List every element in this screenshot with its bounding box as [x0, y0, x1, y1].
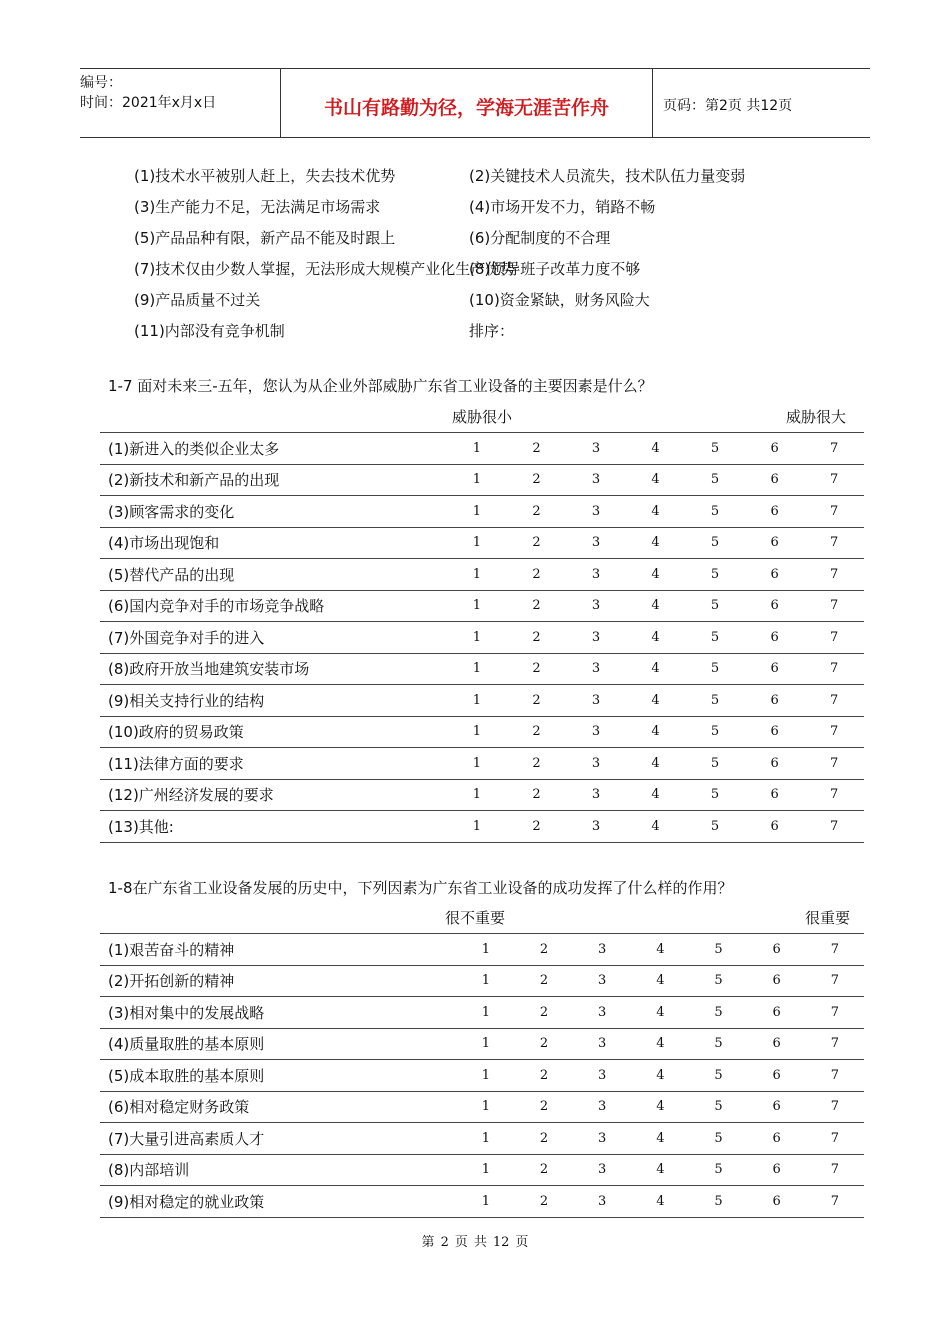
rating-option-7[interactable]: 7: [804, 811, 864, 843]
rating-option-2[interactable]: 2: [507, 811, 567, 843]
rating-option-2[interactable]: 2: [507, 433, 567, 465]
rating-option-4[interactable]: 4: [626, 433, 686, 465]
rating-option-1[interactable]: 1: [457, 934, 515, 966]
rating-item-label: (9)相对稳定的就业政策: [100, 1186, 457, 1218]
reason-row: [134, 222, 834, 253]
rating-option-5[interactable]: 5: [689, 1186, 747, 1218]
rating-option-7[interactable]: 7: [804, 685, 864, 717]
rating-row: [100, 1186, 864, 1218]
rating-option-4[interactable]: 4: [631, 1060, 689, 1092]
rating-item-label: (10)政府的贸易政策: [100, 716, 447, 748]
reason-item-right: (2)关键技术人员流失，技术队伍力量变弱: [469, 167, 746, 185]
rating-option-7[interactable]: 7: [804, 779, 864, 811]
rating-option-3[interactable]: 3: [566, 559, 626, 591]
rating-item-label: (1)艰苦奋斗的精神: [100, 934, 457, 966]
doc-number-label: 编号：: [80, 75, 122, 91]
rating-option-5[interactable]: 5: [685, 590, 745, 622]
rating-option-3[interactable]: 3: [573, 1060, 631, 1092]
rating-row: [100, 1154, 864, 1186]
rating-option-1[interactable]: 1: [457, 965, 515, 997]
question-1-7-table: [100, 432, 864, 843]
rating-row: [100, 527, 864, 559]
page-header: [80, 68, 870, 138]
reason-item-right: (10)资金紧缺，财务风险大: [469, 291, 650, 309]
rating-option-4[interactable]: 4: [626, 653, 686, 685]
rating-option-6[interactable]: 6: [745, 433, 805, 465]
rating-option-6[interactable]: 6: [745, 811, 805, 843]
rating-item-label: (8)政府开放当地建筑安装市场: [100, 653, 447, 685]
rating-option-3[interactable]: 3: [573, 1123, 631, 1155]
reason-item-left: (9)产品质量不过关: [134, 291, 261, 309]
question-1-7-scale-low: 威胁很小: [452, 408, 513, 426]
rating-option-2[interactable]: 2: [507, 527, 567, 559]
rating-option-3[interactable]: 3: [566, 527, 626, 559]
rating-option-6[interactable]: 6: [745, 496, 805, 528]
rating-option-5[interactable]: 5: [685, 653, 745, 685]
rating-option-1[interactable]: 1: [447, 779, 507, 811]
rating-option-3[interactable]: 3: [566, 779, 626, 811]
question-1-7-title: 1-7 面对未来三-五年，您认为从企业外部威胁广东省工业设备的主要因素是什么？: [108, 377, 653, 395]
rating-option-7[interactable]: 7: [806, 934, 864, 966]
rating-option-2[interactable]: 2: [515, 1154, 573, 1186]
rating-option-7[interactable]: 7: [806, 1186, 864, 1218]
rating-item-label: (2)开拓创新的精神: [100, 965, 457, 997]
rating-option-7[interactable]: 7: [804, 527, 864, 559]
rating-option-4[interactable]: 4: [626, 496, 686, 528]
rating-row: [100, 496, 864, 528]
rating-option-1[interactable]: 1: [447, 464, 507, 496]
rating-option-4[interactable]: 4: [631, 1154, 689, 1186]
rating-option-2[interactable]: 2: [515, 1091, 573, 1123]
rating-option-4[interactable]: 4: [631, 997, 689, 1029]
rating-option-5[interactable]: 5: [685, 464, 745, 496]
rating-option-1[interactable]: 1: [447, 590, 507, 622]
rating-option-5[interactable]: 5: [685, 716, 745, 748]
rating-option-6[interactable]: 6: [745, 748, 805, 780]
rating-option-7[interactable]: 7: [806, 1028, 864, 1060]
rating-option-2[interactable]: 2: [507, 590, 567, 622]
rating-option-1[interactable]: 1: [447, 527, 507, 559]
rating-row: [100, 433, 864, 465]
rating-option-1[interactable]: 1: [457, 1028, 515, 1060]
reason-item-left: (3)生产能力不足，无法满足市场需求: [134, 198, 381, 216]
rating-item-label: (4)市场出现饱和: [100, 527, 447, 559]
rating-option-1[interactable]: 1: [447, 653, 507, 685]
rating-option-1[interactable]: 1: [447, 685, 507, 717]
rating-option-2[interactable]: 2: [507, 622, 567, 654]
rating-item-label: (7)大量引进高素质人才: [100, 1123, 457, 1155]
rating-row: [100, 716, 864, 748]
rating-option-6[interactable]: 6: [748, 1028, 806, 1060]
rating-option-1[interactable]: 1: [457, 1123, 515, 1155]
rating-item-label: (5)替代产品的出现: [100, 559, 447, 591]
rating-row: [100, 997, 864, 1029]
question-1-8-scale-low: 很不重要: [445, 909, 506, 927]
rating-option-4[interactable]: 4: [626, 748, 686, 780]
rating-item-label: (1)新进入的类似企业太多: [100, 433, 447, 465]
rating-option-2[interactable]: 2: [507, 496, 567, 528]
rating-option-5[interactable]: 5: [689, 965, 747, 997]
rating-item-label: (6)国内竞争对手的市场竞争战略: [100, 590, 447, 622]
rating-option-3[interactable]: 3: [566, 433, 626, 465]
rating-option-1[interactable]: 1: [457, 997, 515, 1029]
rating-option-6[interactable]: 6: [748, 1123, 806, 1155]
rating-option-3[interactable]: 3: [566, 464, 626, 496]
rating-option-6[interactable]: 6: [748, 1154, 806, 1186]
reason-item-right: (4)市场开发不力，销路不畅: [469, 198, 656, 216]
rating-option-7[interactable]: 7: [804, 559, 864, 591]
reason-item-right: (8)领导班子改革力度不够: [469, 260, 641, 278]
rating-option-4[interactable]: 4: [631, 1123, 689, 1155]
reason-row: [134, 191, 834, 222]
rating-option-4[interactable]: 4: [626, 716, 686, 748]
rating-option-2[interactable]: 2: [515, 997, 573, 1029]
rating-option-4[interactable]: 4: [626, 811, 686, 843]
header-page-info: 页码：第2页 共12页: [663, 98, 793, 114]
rating-row: [100, 1028, 864, 1060]
rating-option-6[interactable]: 6: [745, 779, 805, 811]
rating-item-label: (5)成本取胜的基本原则: [100, 1060, 457, 1092]
rating-item-label: (3)相对集中的发展战略: [100, 997, 457, 1029]
header-motto: 书山有路勤为径，学海无涯苦作舟: [281, 69, 653, 137]
footer-ye-2: 页: [515, 1235, 529, 1250]
rating-option-6[interactable]: 6: [745, 559, 805, 591]
rating-option-3[interactable]: 3: [573, 1028, 631, 1060]
rating-option-4[interactable]: 4: [631, 1186, 689, 1218]
rating-row: [100, 464, 864, 496]
reason-item-right: (6)分配制度的不合理: [469, 229, 611, 247]
rating-option-4[interactable]: 4: [626, 559, 686, 591]
rating-option-3[interactable]: 3: [566, 685, 626, 717]
rating-item-label: (9)相关支持行业的结构: [100, 685, 447, 717]
reason-row: [134, 160, 834, 191]
rating-option-5[interactable]: 5: [689, 1123, 747, 1155]
rating-option-3[interactable]: 3: [573, 997, 631, 1029]
rating-option-2[interactable]: 2: [507, 748, 567, 780]
rating-row: [100, 590, 864, 622]
rating-option-1[interactable]: 1: [447, 496, 507, 528]
rating-option-5[interactable]: 5: [685, 811, 745, 843]
rating-option-5[interactable]: 5: [685, 496, 745, 528]
rating-option-2[interactable]: 2: [515, 1028, 573, 1060]
rating-option-2[interactable]: 2: [515, 1186, 573, 1218]
rating-item-label: (4)质量取胜的基本原则: [100, 1028, 457, 1060]
rating-item-label: (6)相对稳定财务政策: [100, 1091, 457, 1123]
header-meta: [80, 69, 281, 137]
rating-option-7[interactable]: 7: [806, 965, 864, 997]
question-1-8-title: 1-8在广东省工业设备发展的历史中，下列因素为广东省工业设备的成功发挥了什么样的作用？: [108, 879, 733, 897]
rating-option-7[interactable]: 7: [806, 1123, 864, 1155]
rating-item-label: (3)顾客需求的变化: [100, 496, 447, 528]
rating-option-3[interactable]: 3: [566, 590, 626, 622]
rating-option-3[interactable]: 3: [566, 811, 626, 843]
doc-date: 时间：2021年x月x日: [80, 95, 217, 111]
rating-option-2[interactable]: 2: [507, 559, 567, 591]
footer-di: 第: [421, 1235, 435, 1250]
rating-option-6[interactable]: 6: [745, 464, 805, 496]
rating-option-7[interactable]: 7: [804, 622, 864, 654]
rating-row: [100, 1123, 864, 1155]
rating-option-1[interactable]: 1: [447, 622, 507, 654]
rating-option-3[interactable]: 3: [573, 1154, 631, 1186]
rating-row: [100, 934, 864, 966]
rating-option-6[interactable]: 6: [748, 965, 806, 997]
rating-option-4[interactable]: 4: [626, 622, 686, 654]
rating-option-2[interactable]: 2: [507, 716, 567, 748]
rating-option-3[interactable]: 3: [573, 934, 631, 966]
reason-row: [134, 315, 834, 346]
footer-ye: 页: [454, 1235, 468, 1250]
rating-item-label: (12)广州经济发展的要求: [100, 779, 447, 811]
rating-option-1[interactable]: 1: [457, 1186, 515, 1218]
rating-option-5[interactable]: 5: [685, 559, 745, 591]
rating-option-6[interactable]: 6: [745, 527, 805, 559]
rating-option-5[interactable]: 5: [685, 527, 745, 559]
question-1-8-table: [100, 933, 864, 1218]
rating-option-7[interactable]: 7: [804, 716, 864, 748]
rating-option-6[interactable]: 6: [745, 590, 805, 622]
rating-option-5[interactable]: 5: [689, 997, 747, 1029]
reason-item-left: (5)产品品种有限，新产品不能及时跟上: [134, 229, 396, 247]
reason-item-right: 排序：: [469, 322, 515, 340]
rating-option-6[interactable]: 6: [745, 716, 805, 748]
rating-row: [100, 1091, 864, 1123]
rating-option-5[interactable]: 5: [689, 1154, 747, 1186]
rating-option-3[interactable]: 3: [566, 748, 626, 780]
rating-option-3[interactable]: 3: [573, 1091, 631, 1123]
rating-option-7[interactable]: 7: [804, 496, 864, 528]
rating-option-2[interactable]: 2: [507, 779, 567, 811]
rating-option-4[interactable]: 4: [626, 527, 686, 559]
rating-option-2[interactable]: 2: [507, 653, 567, 685]
rating-option-3[interactable]: 3: [566, 716, 626, 748]
rating-option-3[interactable]: 3: [573, 1186, 631, 1218]
rating-option-2[interactable]: 2: [515, 934, 573, 966]
rating-option-3[interactable]: 3: [573, 965, 631, 997]
reason-list: [134, 160, 834, 346]
rating-row: [100, 779, 864, 811]
rating-option-5[interactable]: 5: [685, 622, 745, 654]
question-1-8-scale-high: 很重要: [805, 909, 851, 927]
rating-option-5[interactable]: 5: [685, 779, 745, 811]
rating-option-7[interactable]: 7: [806, 1060, 864, 1092]
rating-option-6[interactable]: 6: [748, 1186, 806, 1218]
rating-option-1[interactable]: 1: [447, 811, 507, 843]
rating-option-5[interactable]: 5: [685, 685, 745, 717]
rating-row: [100, 653, 864, 685]
reason-row: [134, 284, 834, 315]
rating-option-4[interactable]: 4: [631, 934, 689, 966]
rating-option-7[interactable]: 7: [806, 1154, 864, 1186]
rating-option-2[interactable]: 2: [515, 1060, 573, 1092]
rating-row: [100, 811, 864, 843]
rating-option-2[interactable]: 2: [507, 685, 567, 717]
rating-row: [100, 559, 864, 591]
reason-item-left: (1)技术水平被别人赶上，失去技术优势: [134, 167, 396, 185]
rating-option-7[interactable]: 7: [806, 997, 864, 1029]
rating-row: [100, 685, 864, 717]
rating-option-6[interactable]: 6: [748, 1091, 806, 1123]
rating-option-4[interactable]: 4: [626, 685, 686, 717]
rating-option-5[interactable]: 5: [689, 1091, 747, 1123]
rating-option-2[interactable]: 2: [507, 464, 567, 496]
rating-option-4[interactable]: 4: [631, 965, 689, 997]
rating-option-7[interactable]: 7: [804, 653, 864, 685]
rating-option-6[interactable]: 6: [745, 622, 805, 654]
rating-option-7[interactable]: 7: [804, 433, 864, 465]
reason-row: [134, 253, 834, 284]
rating-option-5[interactable]: 5: [685, 748, 745, 780]
rating-item-label: (2)新技术和新产品的出现: [100, 464, 447, 496]
rating-option-1[interactable]: 1: [447, 559, 507, 591]
rating-option-7[interactable]: 7: [804, 590, 864, 622]
rating-option-6[interactable]: 6: [745, 653, 805, 685]
rating-row: [100, 622, 864, 654]
rating-option-3[interactable]: 3: [566, 653, 626, 685]
rating-item-label: (11)法律方面的要求: [100, 748, 447, 780]
question-1-7-scale-high: 威胁很大: [786, 408, 847, 426]
rating-option-3[interactable]: 3: [566, 496, 626, 528]
rating-option-1[interactable]: 1: [457, 1060, 515, 1092]
rating-item-label: (8)内部培训: [100, 1154, 457, 1186]
rating-option-6[interactable]: 6: [748, 1060, 806, 1092]
rating-option-1[interactable]: 1: [457, 1154, 515, 1186]
rating-row: [100, 748, 864, 780]
page-footer: [0, 1231, 950, 1250]
rating-option-5[interactable]: 5: [689, 1060, 747, 1092]
rating-option-5[interactable]: 5: [689, 1028, 747, 1060]
rating-option-1[interactable]: 1: [447, 716, 507, 748]
reason-item-left: (7)技术仅由少数人掌握，无法形成大规模产业化生产优势: [134, 260, 516, 278]
rating-option-6[interactable]: 6: [748, 934, 806, 966]
rating-item-label: (7)外国竞争对手的进入: [100, 622, 447, 654]
footer-total-pages: 12: [492, 1235, 510, 1250]
rating-option-4[interactable]: 4: [631, 1028, 689, 1060]
rating-option-6[interactable]: 6: [745, 685, 805, 717]
rating-option-4[interactable]: 4: [626, 464, 686, 496]
reason-item-left: (11)内部没有竞争机制: [134, 322, 285, 340]
rating-option-4[interactable]: 4: [631, 1091, 689, 1123]
rating-option-7[interactable]: 7: [804, 464, 864, 496]
rating-option-7[interactable]: 7: [806, 1091, 864, 1123]
footer-gong: 共: [473, 1235, 487, 1250]
rating-option-5[interactable]: 5: [685, 433, 745, 465]
rating-option-6[interactable]: 6: [748, 997, 806, 1029]
rating-option-1[interactable]: 1: [457, 1091, 515, 1123]
rating-option-2[interactable]: 2: [515, 1123, 573, 1155]
footer-page-number: 2: [440, 1235, 449, 1250]
rating-option-3[interactable]: 3: [566, 622, 626, 654]
rating-option-7[interactable]: 7: [804, 748, 864, 780]
rating-item-label: (13)其他:: [100, 811, 447, 843]
rating-option-5[interactable]: 5: [689, 934, 747, 966]
rating-row: [100, 1060, 864, 1092]
rating-row: [100, 965, 864, 997]
rating-option-4[interactable]: 4: [626, 779, 686, 811]
rating-option-4[interactable]: 4: [626, 590, 686, 622]
rating-option-1[interactable]: 1: [447, 748, 507, 780]
rating-option-2[interactable]: 2: [515, 965, 573, 997]
rating-option-1[interactable]: 1: [447, 433, 507, 465]
